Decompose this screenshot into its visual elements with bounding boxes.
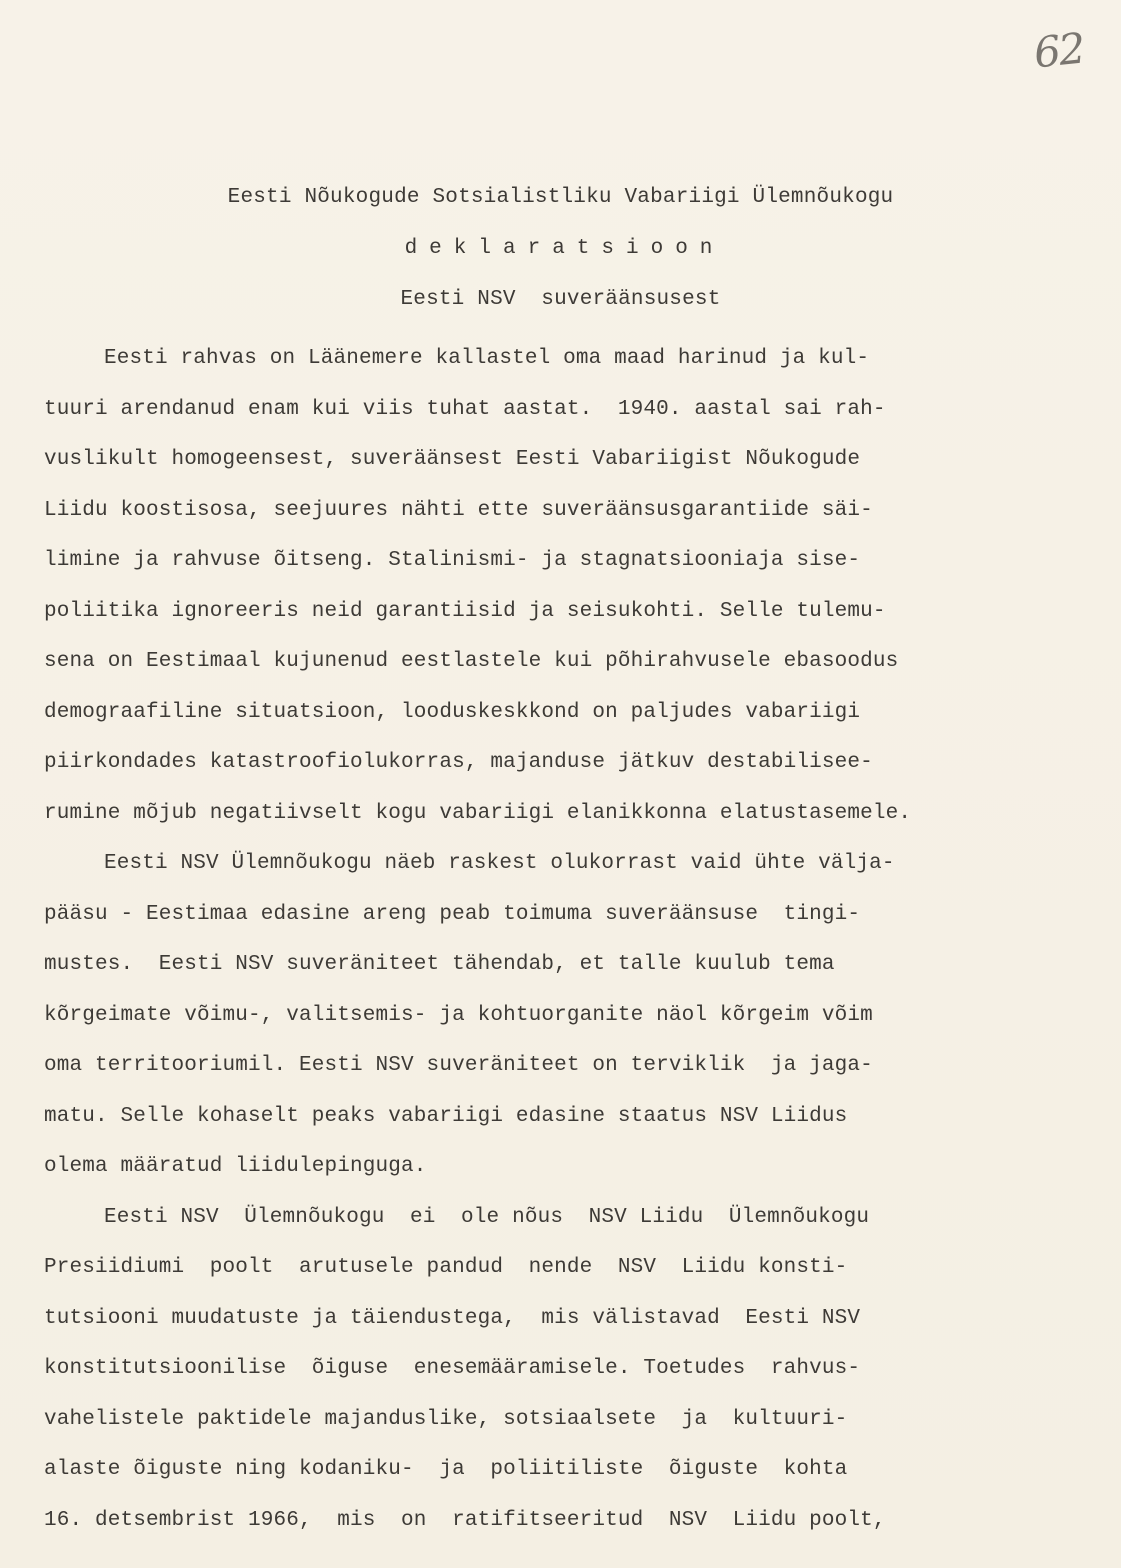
text-line: tutsiooni muudatuste ja täiendustega, mis välistavad Eesti NSV [44,1306,861,1330]
text-line: limine ja rahvuse õitseng. Stalinismi- ja stagnatsiooniaja sise- [44,549,861,572]
text-line: mustes. Eesti NSV suveräniteet tähendab, et talle kuulub tema [44,953,835,976]
text-line: kõrgeimate võimu-, valitsemis- ja kohtuorganite näol kõrgeim võim [44,1003,873,1027]
text-line: poliitika ignoreeris neid garantiisid ja seisukohti. Selle tulemu- [44,599,886,623]
title-line-issuer: Eesti Nõukogude Sotsialistliku Vabariigi Ülemnõukogu [227,186,894,209]
text-line: rumine mõjub negatiivselt kogu vabariigi elanikkonna elatustasemele. [44,801,912,825]
text-line: matu. Selle kohaselt peaks vabariigi edasine staatus NSV Liidus [44,1104,848,1128]
text-line: sena on Eestimaal kujunenud eestlastele kui põhirahvusele ebasoodus [44,650,899,673]
title-line-document-type: deklaratsioon [404,237,725,260]
text-line: piirkondades katastroofiolukorras, majanduse jätkuv destabilisee- [44,751,873,774]
text-line: olema määratud liidulepinguga. [44,1155,427,1178]
text-line: tuuri arendanud enam kui viis tuhat aastat. 1940. aastal sai rah- [44,397,886,421]
text-line: Eesti rahvas on Läänemere kallastel oma maad harinud ja kul- [104,347,870,370]
paragraph [44,1193,1104,1547]
text-line: pääsu - Eestimaa edasine areng peab toimuma suveräänsuse tingi- [44,902,861,926]
paragraph [44,839,1104,1193]
text-line: oma territooriumil. Eesti NSV suveräniteet on terviklik ja jaga- [44,1054,873,1077]
text-line: Presiidiumi poolt arutusele pandud nende NSV Liidu konsti- [44,1256,848,1279]
declaration-title [0,172,1121,325]
text-line: Liidu koostisosa, seejuures nähti ette suveräänsusgarantiide säi- [44,498,873,522]
handwritten-page-number: 62 [1031,23,1086,78]
text-line: Eesti NSV Ülemnõukogu ei ole nõus NSV Liidu Ülemnõukogu [104,1205,870,1229]
text-line: Eesti NSV Ülemnõukogu näeb raskest olukorrast vaid ühte välja- [104,852,895,875]
text-line: demograafiline situatsioon, looduskeskkond on paljudes vabariigi [44,700,861,724]
text-line: alaste õiguste ning kodaniku- ja poliitiliste õiguste kohta [44,1458,848,1481]
declaration-body [44,334,1104,1546]
text-line: konstitutsioonilise õiguse enesemääramisele. Toetudes rahvus- [44,1357,861,1380]
text-line: vuslikult homogeensest, suveräänsest Eesti Vabariigist Nõukogude [44,448,861,471]
paragraph [44,334,1104,839]
text-line: vahelistele paktidele majanduslike, sotsiaalsete ja kultuuri- [44,1407,848,1431]
text-line: 16. detsembrist 1966, mis on ratifitseeritud NSV Liidu poolt, [44,1508,886,1532]
title-line-subject: Eesti NSV suveräänsusest [400,288,721,311]
